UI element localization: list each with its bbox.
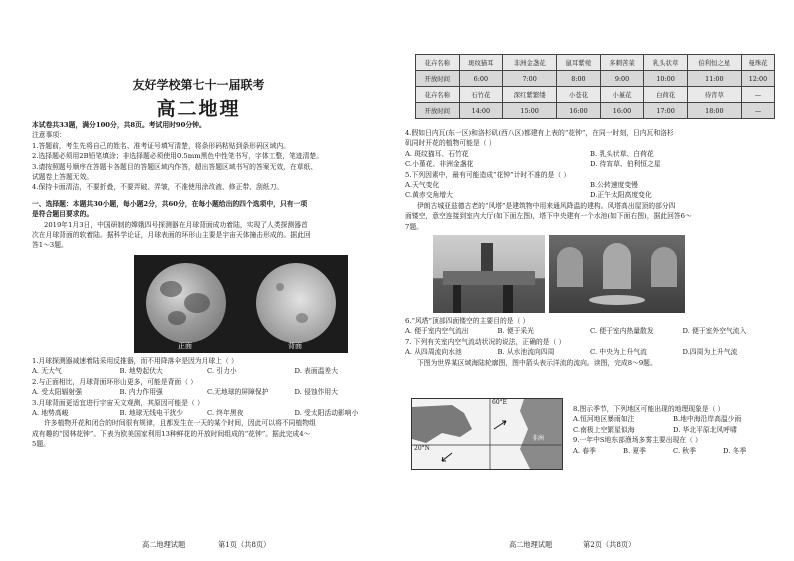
footer-subject: 高二地理试题: [509, 540, 553, 549]
option: A. 斑纹猫耳、石竹花: [405, 149, 469, 158]
table-cell: 非洲金盏花: [503, 55, 557, 71]
table-cell: 斑纹猫耳: [459, 55, 503, 71]
intro-text: 2019年1月3日，中国研制的嫦娥四号探测器在月球背面成功着陆，实现了人类探测器首: [44, 220, 308, 229]
table-cell: 花卉名称: [416, 55, 460, 71]
option: C. 中央为上升气流: [590, 348, 647, 357]
option: C.无地球的屏障保护: [207, 388, 269, 397]
option: B.地中海沿岸高温少雨: [673, 415, 742, 424]
table-cell: 17:00: [644, 103, 688, 119]
questions-8-9: [573, 404, 773, 456]
table-row: [416, 103, 775, 119]
footer-page-number: 第2页（共8页）: [583, 540, 636, 549]
option: C. 终年黑夜: [207, 408, 244, 417]
ocean-current-map: [411, 398, 563, 470]
table-cell: 9:00: [600, 71, 644, 87]
notice-item: 4.保持卡面清洁，不要折叠，不要弄破、弄皱，不准使用涂改液、修正带、刮纸刀。: [32, 183, 284, 192]
wind-tower-exterior-photo: [433, 235, 545, 313]
intro-text: 次在月球背面的软着陆。据科学论证，月球表面的环形山主要是宇宙天体撞击形成的。据此回: [32, 231, 311, 240]
table-cell: 16:00: [557, 103, 601, 119]
option: C. 引力小: [207, 367, 237, 376]
map-region-label: 非洲: [532, 435, 545, 442]
option: D. 华北平原北风呼啸: [673, 425, 737, 434]
question-6-options: [405, 326, 775, 336]
table-cell: 乳头状草: [644, 55, 688, 71]
option: A.天气变化: [405, 181, 440, 190]
question-5-options: [405, 190, 775, 200]
option: D. 侵蚀作用大: [294, 388, 339, 397]
option: B. 便于采光: [497, 327, 535, 336]
table-cell: 花卉名称: [416, 87, 460, 103]
question-9-options: [573, 446, 773, 456]
table-cell: 18:00: [687, 103, 741, 119]
option: A.恒河地区暴雨如注: [573, 415, 635, 424]
option: A. 地势高峻: [32, 408, 69, 417]
table-row: [416, 87, 775, 103]
option: A. 便于室内空气流出: [405, 327, 469, 336]
wind-tower-interior-photo: [549, 235, 685, 313]
moon-back-label: 背面: [288, 341, 302, 350]
table-cell: 石竹花: [459, 87, 503, 103]
table-cell: 小堇花: [600, 87, 644, 103]
question-1-options: [32, 366, 382, 376]
question-8: 8.图示季节，下列地区可能出现的地理现象是（ ）: [573, 405, 725, 413]
table-cell: 12:00: [741, 71, 774, 87]
table-cell: 16:00: [600, 103, 644, 119]
footer-subject: 高二地理试题: [142, 540, 186, 549]
intro-text: 面镂空，意空连接到室内大厅(如下面左图)，塔下中央建有一个水池(如下面右图)，据此回答6～: [405, 212, 692, 221]
option: A. 受太阳辐射强: [32, 388, 83, 397]
option: B. 地球无线电干扰少: [119, 408, 184, 417]
intro-text: 7题。: [405, 222, 423, 231]
table-cell: —: [741, 87, 774, 103]
question-3: 3.月球背面更适宜进行宇宙天文观测，其原因可能是（ ）: [32, 398, 204, 407]
moon-front-image: [146, 263, 226, 343]
question-3-options: [32, 408, 382, 418]
question-5: 5.下列因素中，最有可能造成“花钟”计时不准的是（ ）: [405, 170, 571, 179]
question-6: 6.“风塔”顶部四面镂空的主要目的是（ ）: [405, 317, 530, 326]
notice-title: 注意事项：: [32, 131, 66, 140]
section-heading: 是符合题目要求的。: [32, 210, 94, 219]
table-cell: 小苍花: [557, 87, 601, 103]
table-cell: 11:00: [687, 71, 741, 87]
option: B. 地势起伏大: [119, 367, 163, 376]
option: B. 乳头状草、白荷花: [590, 149, 654, 158]
intro-text: 许多植物开花和闭合的时间很有规律，且都发生在一天的某个时间，因此可以将不同植物组: [44, 419, 316, 428]
option: A. 春季: [573, 446, 596, 455]
table-cell: —: [741, 103, 774, 119]
table-cell: 8:00: [557, 71, 601, 87]
table-cell: 待宵草: [687, 87, 741, 103]
table-cell: 10:00: [644, 71, 688, 87]
question-7: 7. 下列有关室内空气流动状况的说法，正确的是（ ）: [405, 337, 566, 346]
page2-body: [405, 128, 775, 368]
moon-photo: [134, 255, 348, 353]
table-cell: 曼珠花: [741, 55, 774, 71]
option: D. 受太阳活动影响小: [294, 408, 359, 417]
exam-page-2: [397, 0, 794, 561]
table-cell: 14:00: [459, 103, 503, 119]
table-cell: 6:00: [459, 71, 503, 87]
notice-item: 2.选择题必须用2B铅笔填涂；非选择题必须使用0.5mm黑色中性笔书写，字体工整，笔迹清楚。: [32, 152, 323, 161]
option: B. 内力作用强: [119, 388, 163, 397]
table-row: [416, 71, 775, 87]
section-heading: 一、选择题：本题共30小题，每小题2分，共60分，在每小题给出的四个选项中，只有一项: [32, 199, 308, 208]
intro-text: 下图为世界某区域海陆轮廓图，图中箭头表示洋流的流向。读图，完成8～9题。: [417, 358, 657, 367]
notice-item: 试题卷上答题无效。: [32, 173, 94, 182]
option: C. 秋季: [673, 446, 696, 455]
question-8-options: [573, 425, 773, 435]
intro-text: 答1～3题。: [32, 241, 68, 250]
page1-body: [32, 120, 382, 450]
notice-item: 1.答题前，考生先将自己的姓名、准考证号填写清楚，将条形码粘贴到条形码区域内。: [32, 141, 290, 150]
option: D. 待宵草、伯利恒之星: [590, 160, 661, 169]
question-4: 矶同时开花的植物可能是（ ）: [405, 139, 496, 148]
option: D.四周为上升气流: [682, 348, 738, 357]
option: A. 从四周流向水池: [405, 348, 462, 357]
option: B. 从水池流向四周: [497, 348, 555, 357]
option: C.黄赤交角增大: [405, 191, 453, 200]
table-cell: 伯利恒之星: [687, 55, 741, 71]
map-latitude-label: 20°N: [414, 445, 430, 452]
table-cell: 7:00: [503, 71, 557, 87]
map-longitude-label: 60°E: [492, 399, 508, 406]
question-4-options: [405, 159, 775, 169]
intro-text: 5题。: [32, 440, 50, 449]
question-8-options: [573, 414, 773, 424]
question-2-options: [32, 387, 382, 397]
footer-page-number: 第1页（共8页）: [218, 540, 271, 549]
table-cell: 白荷花: [644, 87, 688, 103]
question-4: 4.假如日内瓦(东一区)和洛杉矶(西八区)都建有上表的“花钟”，在同一时刻，日内瓦和洛杉: [405, 129, 674, 137]
flower-clock-table: [415, 54, 775, 119]
option: D.正午太阳高度变化: [590, 191, 652, 200]
school-title: 友好学校第七十一届联考: [132, 78, 265, 92]
option: D. 表面温差大: [294, 367, 339, 376]
table-cell: 深红紫繁缕: [503, 87, 557, 103]
table-cell: 鼠耳紫菀: [557, 55, 601, 71]
question-9: 9.一年中S地东部渔场多雾主要出现在（ ）: [573, 436, 702, 445]
option: B. 夏季: [623, 446, 646, 455]
question-5-options: [405, 180, 775, 190]
intro-text: 成有趣的“园林花钟”。下表为欧美国家利用13种鲜花的开放时间组成的“花钟”。据此完成4～: [32, 429, 311, 438]
question-2: 2.与正面相比，月球背面环形山更多，可能是背面（ ）: [32, 377, 197, 386]
option: C.南极上空繁星似海: [573, 425, 635, 434]
question-4-options: [405, 149, 775, 159]
option: D. 便于室外空气流入: [682, 327, 747, 336]
table-row: [416, 55, 775, 71]
option: C.小堇花、非洲金盏花: [405, 160, 474, 169]
option: B.公转速度变慢: [590, 181, 638, 190]
moon-front-label: 正面: [178, 341, 192, 350]
table-cell: 多刺苦菜: [600, 55, 644, 71]
option: C. 便于室内热量散发: [590, 327, 654, 336]
table-cell: 15:00: [503, 103, 557, 119]
wind-tower-photos: [433, 235, 775, 313]
table-cell: 开放时间: [416, 71, 460, 87]
question-7-options: [405, 347, 775, 357]
subject-title: 高二地理: [156, 98, 241, 120]
notice-item: 3.请按照题号顺序在答题卡各题目的答题区域内作答，超出答题区域书写的答案无效，在草纸、: [32, 162, 318, 171]
question-1: 1.月球探测器减速着陆采用反推器，而不用降落伞是因为月球上（ ）: [32, 356, 238, 365]
option: D. 冬季: [723, 446, 747, 455]
exam-info: 本试卷共33题，满分100分，共8页。考试用时90分钟。: [32, 121, 206, 129]
table-cell: 开放时间: [416, 103, 460, 119]
intro-text: 伊朗古城亚兹德古老的“风塔”是建筑物中用来通风降温的建构。风塔高出屋顶的部分四: [417, 201, 676, 210]
option: A. 无大气: [32, 367, 62, 376]
moon-back-image: [256, 263, 336, 343]
